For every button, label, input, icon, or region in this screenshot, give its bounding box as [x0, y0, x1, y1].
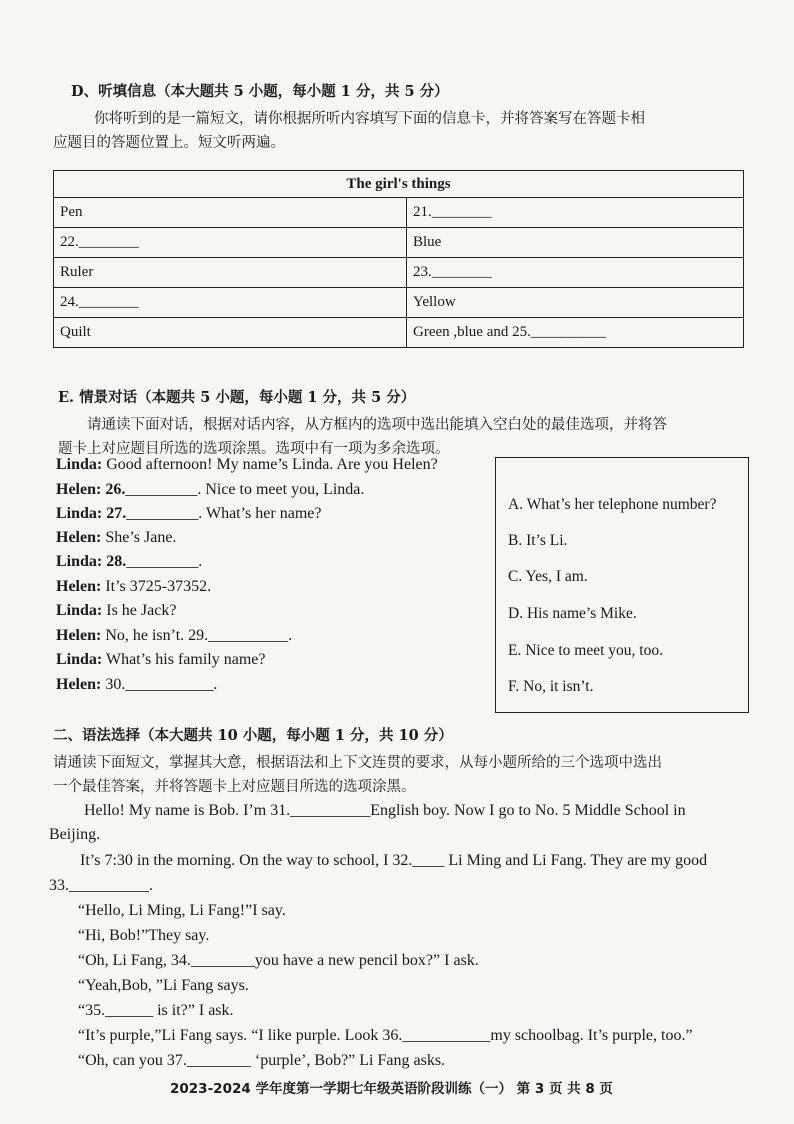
section-e-instruction-line1: 请通读下面对话，根据对话内容，从方框内的选项中选出能填入空白处的最佳选项，并将答: [87, 417, 667, 433]
passage-line: “Oh, can you 37.________ ‘purple’, Bob?” Li Fang asks.: [78, 1052, 446, 1069]
table-cell: 22.________: [54, 228, 407, 258]
section-e-instruction-line2: 题卡上对应题目所选的选项涂黑。选项中有一项为多余选项。: [58, 441, 450, 457]
section-e-title: E. 情景对话（本题共 5 小题，每小题 1 分，共 5 分）: [58, 389, 416, 406]
info-card-table: [53, 170, 744, 348]
dialogue-line: Linda: Good afternoon! My name’s Linda. Are you Helen?: [56, 456, 438, 473]
passage-line: “Hello, Li Ming, Li Fang!”I say.: [78, 902, 286, 919]
table-cell: 21.________: [407, 198, 744, 228]
options-box: [495, 457, 749, 713]
page-footer: 2023-2024 学年度第一学期七年级英语阶段训练（一） 第 3 页 共 8 页: [170, 1081, 613, 1097]
option-b: B. It’s Li.: [508, 532, 568, 549]
option-d: D. His name’s Mike.: [508, 605, 637, 622]
passage-line: “It’s purple,”Li Fang says. “I like purple. Look 36.___________my schoolbag. It’s purple, too.”: [78, 1027, 693, 1044]
passage-line: “35.______ is it?” I ask.: [78, 1002, 234, 1019]
dialogue-line: Helen: It’s 3725-37352.: [56, 578, 212, 595]
table-cell: Green ,blue and 25.__________: [407, 318, 744, 348]
passage-line: “Yeah,Bob, ”Li Fang says.: [78, 977, 249, 994]
passage-line: “Oh, Li Fang, 34.________you have a new pencil box?” I ask.: [78, 952, 479, 969]
table-cell: 24.________: [54, 288, 407, 318]
table-cell: Pen: [54, 198, 407, 228]
table-cell: Yellow: [407, 288, 744, 318]
option-c: C. Yes, I am.: [508, 568, 588, 585]
grammar-title: 二、语法选择（本大题共 10 小题，每小题 1 分，共 10 分）: [53, 727, 453, 744]
table-cell: 23.________: [407, 258, 744, 288]
passage-line: “Hi, Bob!”They say.: [78, 927, 210, 944]
section-d-instruction-line2: 应题目的答题位置上。短文听两遍。: [53, 135, 285, 151]
dialogue-line: Helen: She’s Jane.: [56, 529, 177, 546]
option-a: A. What’s her telephone number?: [508, 496, 717, 513]
table-cell: Blue: [407, 228, 744, 258]
dialogue-line: Linda: Is he Jack?: [56, 602, 177, 619]
option-e: E. Nice to meet you, too.: [508, 642, 663, 659]
table-row: [54, 258, 744, 288]
passage-line: Beijing.: [49, 826, 101, 843]
passage-line: Hello! My name is Bob. I’m 31.__________English boy. Now I go to No. 5 Middle School in: [84, 802, 686, 819]
dialogue-line: Linda: 27._________. What’s her name?: [56, 505, 322, 522]
dialogue-line: Linda: What’s his family name?: [56, 651, 266, 668]
table-cell: Ruler: [54, 258, 407, 288]
option-f: F. No, it isn’t.: [508, 678, 594, 695]
dialogue-line: Helen: 30.___________.: [56, 676, 218, 693]
grammar-instruction-line2: 一个最佳答案，并将答题卡上对应题目所选的选项涂黑。: [53, 779, 416, 795]
table-row: [54, 288, 744, 318]
passage-line: 33.__________.: [49, 877, 153, 894]
grammar-instruction-line1: 请通读下面短文，掌握其大意，根据语法和上下文连贯的要求，从每小题所给的三个选项中选出: [53, 755, 662, 771]
passage-line: It’s 7:30 in the morning. On the way to school, I 32.____ Li Ming and Li Fang. They are my good: [80, 852, 708, 869]
dialogue-line: Helen: No, he isn’t. 29.__________.: [56, 627, 293, 644]
table-header: The girl's things: [54, 171, 744, 198]
dialogue-line: Linda: 28._________.: [56, 553, 203, 570]
table-row: [54, 228, 744, 258]
table-cell: Quilt: [54, 318, 407, 348]
table-row: [54, 318, 744, 348]
section-d-instruction-line1: 你将听到的是一篇短文，请你根据所听内容填写下面的信息卡，并将答案写在答题卡相: [94, 111, 645, 127]
dialogue-line: Helen: 26._________. Nice to meet you, Linda.: [56, 481, 365, 498]
section-d-title: D、听填信息（本大题共 5 小题，每小题 1 分，共 5 分）: [71, 83, 449, 100]
table-row: [54, 198, 744, 228]
